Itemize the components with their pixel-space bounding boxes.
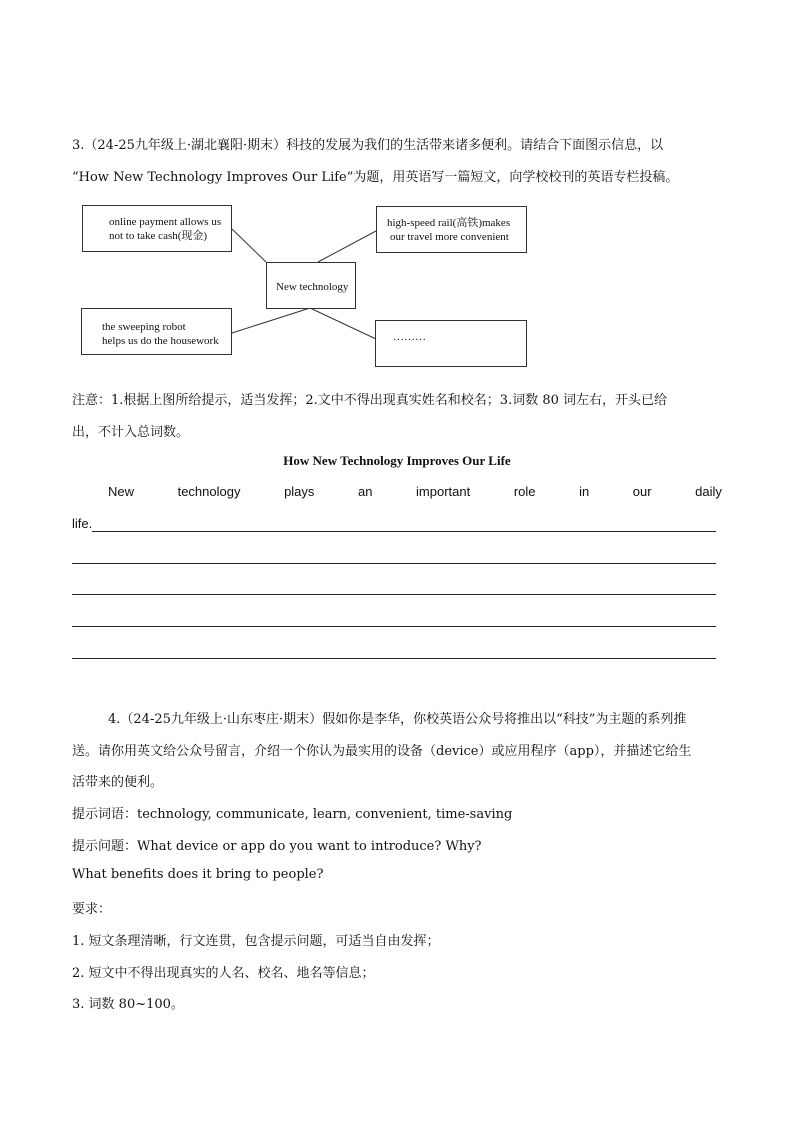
answer-line[interactable] [72,563,716,564]
opening-word: an [358,484,373,499]
diagram-center-label: New technology [276,281,349,293]
answer-line[interactable] [92,531,716,532]
essay-title: How New Technology Improves Our Life [283,453,511,468]
opening-word: daily [695,484,722,499]
opening-word: role [513,484,536,499]
diagram-box-center [266,262,356,309]
diagram-text: helps us do the housework [102,335,219,347]
q4-prompt-line2: 送。请你用英文给公众号留言，介绍一个你认为最实用的设备（device）或应用程序（app），并描述它给生 [72,744,692,759]
q3-note-line1: 注意：1.根据上图所给提示，适当发挥；2.文中不得出现真实姓名和校名；3.词数 80 词左右，开头已给 [72,393,668,408]
opening-word: our [632,484,652,499]
opening-word: important [416,484,471,499]
q3-note-line2: 出，不计入总词数。 [72,425,190,440]
opening-word: plays [284,484,315,499]
answer-line[interactable] [72,594,716,595]
q4-hint-words: 提示词语：technology, communicate, learn, convenient, time-saving [72,807,513,822]
q4-prompt-line1: 4.（24-25九年级上·山东枣庄·期末）假如你是李华，你校英语公众号将推出以“科技”为主题的系列推 [108,712,687,727]
q4-requirement-3: 3. 词数 80~100。 [72,997,184,1012]
diagram-box-sweeping-robot [81,308,232,355]
connector-bottom-left [232,308,310,333]
diagram-text: online payment allows us [109,216,222,228]
q4-hint-question-2: What benefits does it bring to people? [72,867,324,882]
diagram-text: high-speed rail(高铁)makes [387,217,511,229]
connector-bottom-right [310,308,376,339]
answer-line[interactable] [72,658,716,659]
diagram-box-high-speed-rail [376,206,527,253]
opening-word: New [108,484,135,499]
diagram-placeholder-dots: ……… [393,331,426,343]
q4-requirement-1: 1. 短文条理清晰，行文连贯，包含提示问题，可适当自由发挥； [72,934,440,949]
q4-hint-question-1: 提示问题：What device or app do you want to introduce? Why? [72,839,482,854]
q4-requirement-2: 2. 短文中不得出现真实的人名、校名、地名等信息； [72,966,375,981]
opening-word: technology [177,484,241,499]
connector-top-right [318,231,376,262]
q4-prompt-line3: 活带来的便利。 [72,775,164,790]
essay-opening-line [108,484,722,499]
opening-word: in [579,484,590,499]
diagram-box-online-payment [82,205,232,252]
diagram-box-blank [375,320,527,367]
diagram-text: our travel more convenient [390,231,509,243]
q3-prompt-line1: 3.（24-25九年级上·湖北襄阳·期末）科技的发展为我们的生活带来诸多便利。请结合下面图示信息，以 [72,138,664,153]
essay-opening-end: life. [72,516,93,531]
q3-prompt-line2: “How New Technology Improves Our Life”为题，用英语写一篇短文，向学校校刊的英语专栏投稿。 [72,170,679,185]
answer-line[interactable] [72,626,716,627]
diagram-text: the sweeping robot [102,321,186,333]
q4-requirements-label: 要求： [72,902,112,917]
connector-top-left [232,229,266,262]
diagram-text: not to take cash(现金) [109,230,208,242]
